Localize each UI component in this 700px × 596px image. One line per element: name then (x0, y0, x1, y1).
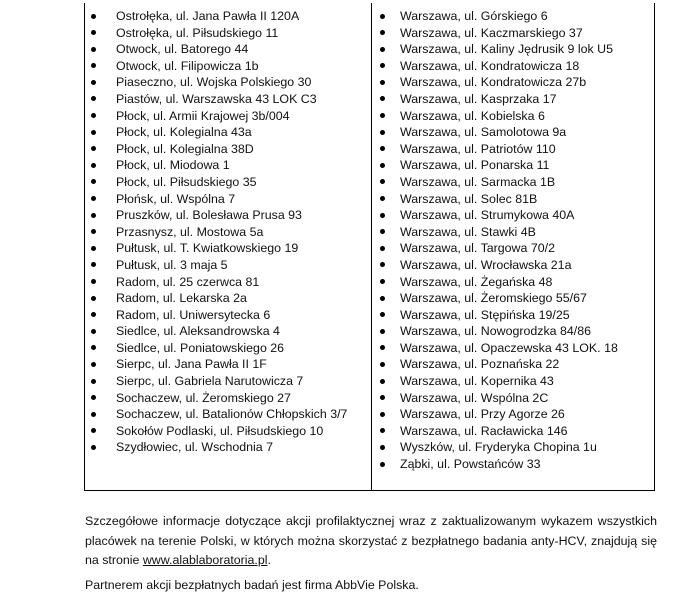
location-item (85, 224, 371, 241)
location-item (85, 290, 371, 307)
location-address: Radom, ul. 25 czerwca 81 (116, 274, 260, 289)
location-address: Warszawa, ul. Kondratowicza 18 (400, 58, 580, 73)
partner-paragraph: Partnerem akcji bezpłatnych badań jest firma AbbVie Polska. (85, 578, 419, 592)
bullet-icon (91, 345, 96, 350)
location-address: Płock, ul. Kolegialna 38D (116, 141, 254, 156)
bullet-icon (380, 312, 385, 317)
location-item (85, 8, 371, 25)
location-item (372, 224, 654, 241)
bullet-icon (380, 30, 385, 35)
location-address: Otwock, ul. Batorego 44 (116, 42, 249, 57)
bullet-icon (91, 30, 96, 35)
info-paragraph-text: Szczegółowe informacje dotyczące akcji profilaktycznej wraz z zaktualizowanym wykazem wszystkich placówek na terenie Polski, w których można skorzystać z bezpłatnego badania anty-HCV, znajdują się na stronie (85, 514, 657, 567)
location-address: Przasnysz, ul. Mostowa 5a (116, 224, 264, 239)
bullet-icon (380, 63, 385, 68)
location-address: Warszawa, ul. Samolotowa 9a (400, 125, 567, 140)
location-address: Piastów, ul. Warszawska 43 LOK C3 (116, 91, 317, 106)
location-address: Warszawa, ul. Żegańska 48 (400, 274, 553, 289)
location-address: Sierpc, ul. Gabriela Narutowicza 7 (116, 374, 304, 389)
bullet-icon (91, 47, 96, 52)
bullet-icon (380, 229, 385, 234)
location-address: Warszawa, ul. Kondratowicza 27b (400, 75, 587, 90)
location-item (85, 141, 371, 158)
bullet-icon (91, 96, 96, 101)
bullet-icon (91, 412, 96, 417)
bullet-icon (91, 130, 96, 135)
bullet-icon (91, 229, 96, 234)
location-item (85, 174, 371, 191)
location-item (372, 423, 654, 440)
location-item (85, 124, 371, 141)
location-address: Warszawa, ul. Górskiego 6 (400, 9, 548, 23)
location-item (372, 174, 654, 191)
location-item (372, 108, 654, 125)
location-item (85, 191, 371, 208)
location-item (372, 323, 654, 340)
bullet-icon (380, 345, 385, 350)
bullet-icon (380, 296, 385, 301)
location-address: Warszawa, ul. Kaczmarskiego 37 (400, 25, 583, 40)
location-address: Płock, ul. Kolegialna 43a (116, 125, 252, 140)
location-item (85, 91, 371, 108)
location-address: Warszawa, ul. Stępińska 19/25 (400, 307, 570, 322)
bullet-icon (380, 246, 385, 251)
bullet-icon (380, 47, 385, 52)
bullet-icon (380, 279, 385, 284)
location-item (372, 91, 654, 108)
location-address: Piaseczno, ul. Wojska Polskiego 30 (116, 75, 312, 90)
location-address: Radom, ul. Uniwersytecka 6 (116, 307, 271, 322)
location-item (85, 257, 371, 274)
location-address: Siedlce, ul. Aleksandrowska 4 (116, 324, 280, 339)
bullet-icon (91, 179, 96, 184)
bullet-icon (91, 14, 96, 19)
location-address: Pruszków, ul. Bolesława Prusa 93 (116, 208, 302, 223)
location-address: Pułtusk, ul. 3 maja 5 (116, 257, 228, 272)
location-item (85, 406, 371, 423)
location-address: Warszawa, ul. Kaliny Jędrusik 9 lok U5 (400, 42, 614, 57)
bullet-icon (380, 130, 385, 135)
location-item (372, 307, 654, 324)
location-item (372, 274, 654, 291)
location-item (372, 290, 654, 307)
bullet-icon (380, 395, 385, 400)
location-item (85, 423, 371, 440)
location-address: Siedlce, ul. Poniatowskiego 26 (116, 340, 285, 355)
bullet-icon (380, 445, 385, 450)
bullet-icon (380, 262, 385, 267)
location-address: Warszawa, ul. Wrocławska 21a (400, 257, 572, 272)
location-address: Płock, ul. Miodowa 1 (116, 158, 230, 173)
location-item (85, 25, 371, 42)
bullet-icon (380, 96, 385, 101)
bullet-icon (91, 80, 96, 85)
location-item (85, 41, 371, 58)
location-address: Warszawa, ul. Kopernika 43 (400, 374, 554, 389)
location-address: Sochaczew, ul. Żeromskiego 27 (116, 390, 291, 405)
location-item (372, 456, 654, 473)
location-item (85, 340, 371, 357)
location-address: Otwock, ul. Filipowicza 1b (116, 58, 259, 73)
bullet-icon (91, 329, 96, 334)
location-item (85, 373, 371, 390)
location-address: Warszawa, ul. Opaczewska 43 LOK. 18 (400, 340, 618, 355)
location-address: Warszawa, ul. Strumykowa 40A (400, 208, 575, 223)
location-item (85, 356, 371, 373)
location-address: Warszawa, ul. Patriotów 110 (400, 141, 556, 156)
location-item (85, 207, 371, 224)
location-item (372, 74, 654, 91)
location-address: Warszawa, ul. Ponarska 11 (400, 158, 550, 173)
location-item (85, 240, 371, 257)
location-address: Warszawa, ul. Żeromskiego 55/67 (400, 291, 587, 306)
location-address: Warszawa, ul. Nowogrodzka 84/86 (400, 324, 591, 339)
location-item (85, 58, 371, 75)
bullet-icon (380, 179, 385, 184)
bullet-icon (91, 146, 96, 151)
location-address: Ostrołęka, ul. Jana Pawła II 120A (116, 9, 300, 23)
location-address: Warszawa, ul. Solec 81B (400, 191, 538, 206)
bullet-icon (380, 213, 385, 218)
bullet-icon (380, 379, 385, 384)
locations-list-right (372, 3, 654, 473)
location-item (372, 25, 654, 42)
bullet-icon (380, 163, 385, 168)
bullet-icon (91, 296, 96, 301)
location-address: Warszawa, ul. Kobielska 6 (400, 108, 545, 123)
location-item (372, 439, 654, 456)
bullet-icon (91, 428, 96, 433)
location-address: Warszawa, ul. Poznańska 22 (400, 357, 560, 372)
bullet-icon (380, 362, 385, 367)
bullet-icon (91, 395, 96, 400)
location-item (372, 41, 654, 58)
location-address: Ostrołęka, ul. Piłsudskiego 11 (116, 25, 279, 40)
location-item (372, 240, 654, 257)
bullet-icon (91, 362, 96, 367)
location-address: Ząbki, ul. Powstańców 33 (400, 457, 541, 472)
location-item (85, 74, 371, 91)
location-item (372, 8, 654, 25)
bullet-icon (91, 279, 96, 284)
location-item (372, 157, 654, 174)
location-address: Płock, ul. Armii Krajowej 3b/004 (116, 108, 290, 123)
info-paragraph-end: . (267, 553, 271, 567)
bullet-icon (91, 63, 96, 68)
location-item (372, 124, 654, 141)
location-item (372, 406, 654, 423)
bullet-icon (380, 80, 385, 85)
bullet-icon (91, 312, 96, 317)
bullet-icon (91, 113, 96, 118)
location-item (85, 108, 371, 125)
location-address: Warszawa, ul. Sarmacka 1B (400, 174, 556, 189)
location-address: Płońsk, ul. Wspólna 7 (116, 191, 236, 206)
location-address: Radom, ul. Lekarska 2a (116, 291, 247, 306)
location-address: Wyszków, ul. Fryderyka Chopina 1u (400, 440, 597, 455)
location-address: Warszawa, ul. Wspólna 2C (400, 390, 549, 405)
location-address: Warszawa, ul. Racławicka 146 (400, 423, 568, 438)
location-item (372, 207, 654, 224)
location-item (372, 191, 654, 208)
bullet-icon (91, 246, 96, 251)
bullet-icon (380, 412, 385, 417)
location-item (372, 340, 654, 357)
location-item (85, 390, 371, 407)
locations-column-right (372, 3, 654, 490)
location-item (372, 356, 654, 373)
bullet-icon (91, 196, 96, 201)
bullet-icon (380, 329, 385, 334)
location-item (85, 439, 371, 456)
location-address: Sierpc, ul. Jana Pawła II 1F (116, 357, 267, 372)
location-item (85, 323, 371, 340)
location-item (372, 141, 654, 158)
bullet-icon (380, 146, 385, 151)
bullet-icon (91, 163, 96, 168)
location-address: Pułtusk, ul. T. Kwiatkowskiego 19 (116, 241, 299, 256)
location-item (372, 373, 654, 390)
info-paragraph (85, 512, 657, 571)
locations-list-left (85, 3, 371, 456)
bullet-icon (91, 379, 96, 384)
locations-column-left (85, 3, 372, 490)
location-address: Szydłowiec, ul. Wschodnia 7 (116, 440, 274, 455)
bullet-icon (380, 462, 385, 467)
location-address: Sochaczew, ul. Batalionów Chłopskich 3/7 (116, 407, 348, 422)
bullet-icon (380, 196, 385, 201)
bullet-icon (91, 445, 96, 450)
location-item (372, 390, 654, 407)
location-address: Warszawa, ul. Przy Agorze 26 (400, 407, 565, 422)
location-item (372, 257, 654, 274)
website-link[interactable]: www.alablaboratoria.pl (142, 553, 268, 567)
location-item (85, 307, 371, 324)
location-address: Warszawa, ul. Targowa 70/2 (400, 241, 555, 256)
bullet-icon (380, 113, 385, 118)
location-address: Sokołów Podlaski, ul. Piłsudskiego 10 (116, 423, 324, 438)
location-address: Płock, ul. Piłsudskiego 35 (116, 174, 257, 189)
location-address: Warszawa, ul. Stawki 4B (400, 224, 536, 239)
locations-table (84, 3, 655, 491)
bullet-icon (380, 428, 385, 433)
location-item (372, 58, 654, 75)
bullet-icon (380, 14, 385, 19)
location-item (85, 157, 371, 174)
location-item (85, 274, 371, 291)
bullet-icon (91, 213, 96, 218)
bullet-icon (91, 262, 96, 267)
location-address: Warszawa, ul. Kasprzaka 17 (400, 91, 557, 106)
